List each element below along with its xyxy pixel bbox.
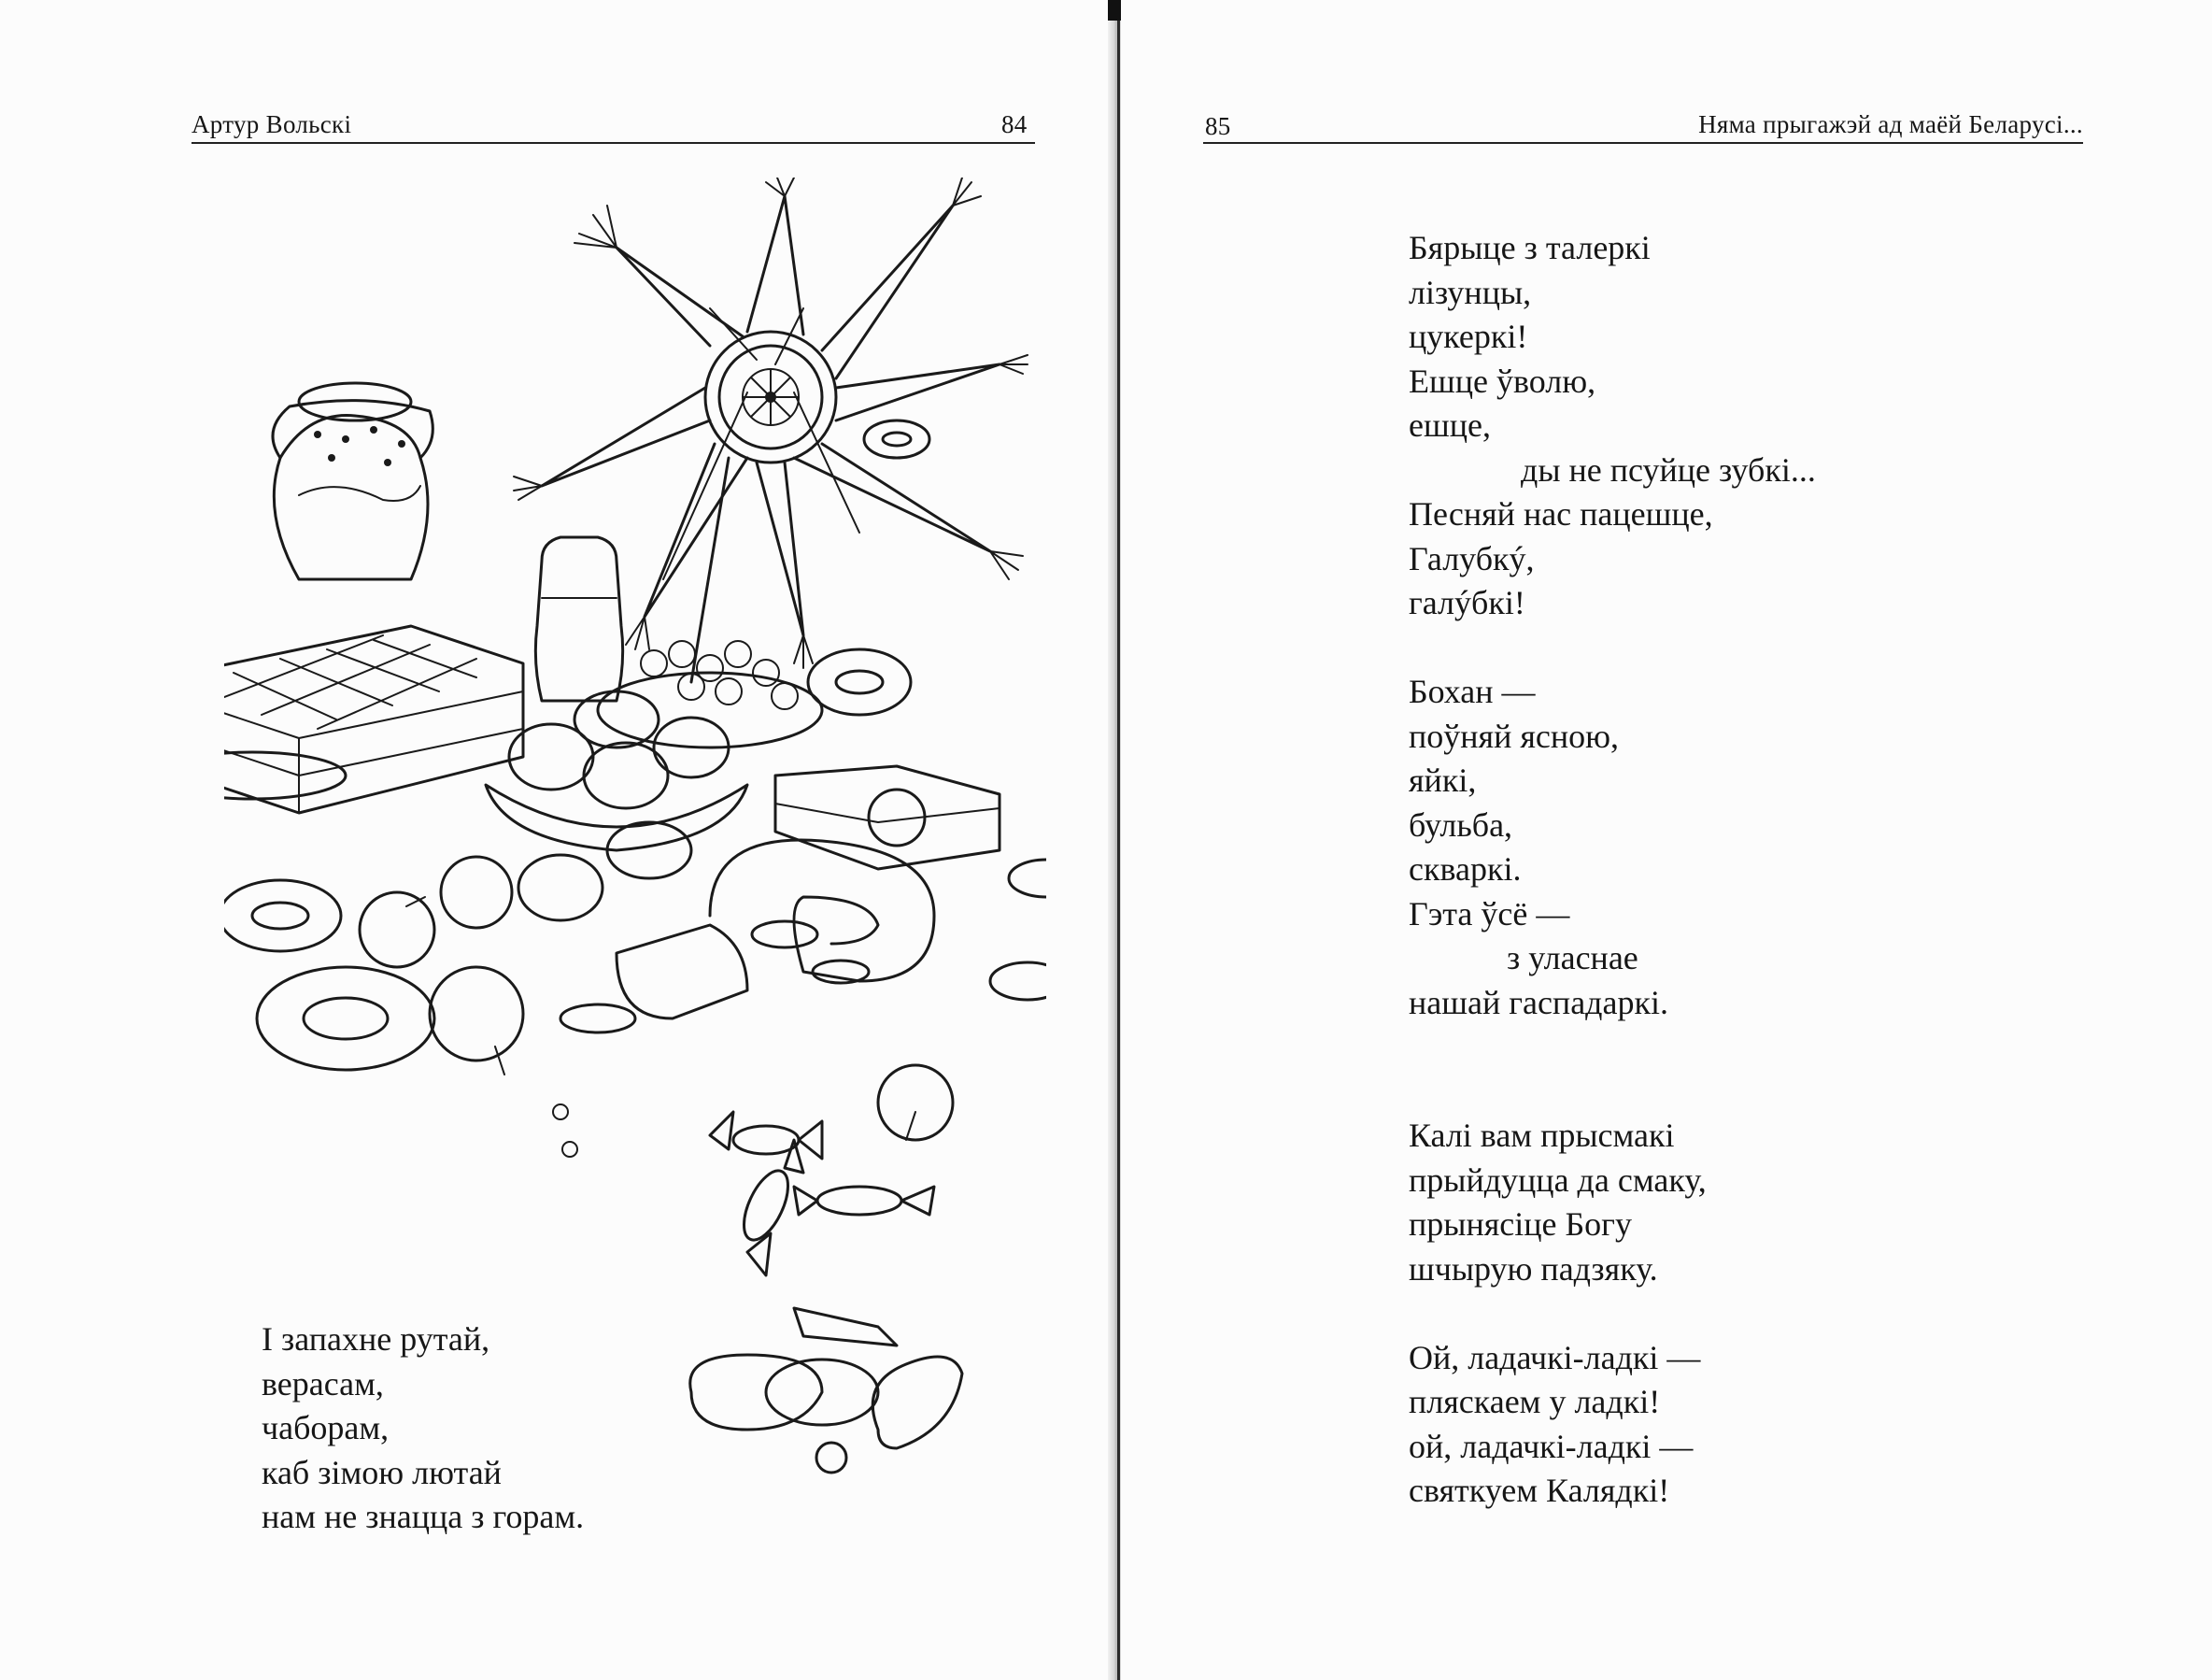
poem-line: каб зімою лютай [262, 1453, 502, 1491]
poem-line: нам не знацца з горам. [262, 1498, 585, 1535]
bun-icon [553, 1104, 962, 1473]
stanza-break [1409, 1291, 1816, 1336]
milk-bottle-icon [535, 537, 622, 701]
header-rule-left [191, 142, 1035, 144]
candy-icon [710, 1112, 934, 1345]
poem-line: бульба, [1409, 805, 1513, 844]
feast-illustration [224, 178, 1046, 1504]
poem-line: прынясіце Богу [1409, 1205, 1632, 1243]
bagel-icon [224, 420, 929, 1070]
poem-line: ешце, [1409, 406, 1491, 444]
poem-line: Ой, ладачкі-ладкі — [1409, 1338, 1701, 1376]
running-head-author: Артур Вольскі [191, 110, 352, 138]
poem-line: ды не псуйце зубкі... [1521, 450, 1816, 489]
jar-icon [273, 383, 432, 579]
poem-right [1409, 226, 1816, 1514]
poem-line: чаборам, [262, 1409, 390, 1446]
poem-line: яйкі, [1409, 762, 1477, 799]
poem-line: з уласнае [1507, 939, 1638, 976]
stanza-break [1409, 626, 1816, 671]
poem-line: прыйдуцца да смаку, [1409, 1160, 1707, 1199]
poem-left [262, 1317, 584, 1540]
poem-line: Песняй нас пацешце, [1409, 495, 1713, 533]
header-rule-right [1203, 142, 2083, 144]
poem-line: пляскаем у ладкі! [1409, 1383, 1661, 1420]
poem-line: святкуем Калядкі! [1409, 1472, 1670, 1509]
right-page [1121, 0, 2212, 1680]
poem-line: поўняй ясною, [1409, 717, 1620, 755]
poem-line: лізунцы, [1409, 273, 1532, 311]
sausage-icon [560, 840, 1046, 1032]
poem-line: ой, ладачкі-ладкі — [1409, 1427, 1694, 1465]
poem-line: нашай гаспадаркі. [1409, 983, 1668, 1021]
poem-line: Бярыце з талеркі [1409, 229, 1651, 266]
poem-line: шчырую падзяку. [1409, 1249, 1658, 1288]
poem-line: Галубкý, [1409, 539, 1535, 577]
gutter-fold-line [1117, 0, 1120, 1680]
poem-line: Ешце ўволю, [1409, 362, 1596, 400]
potato-bowl-icon [486, 691, 747, 850]
page-number-left: 84 [1001, 110, 1028, 138]
cake-icon [224, 626, 523, 813]
poem-line: скваркі. [1409, 850, 1522, 888]
poem-line: Калі вам прысмакі [1409, 1117, 1675, 1154]
poem-line: Гэта ўсё — [1409, 894, 1570, 933]
running-head-title: Няма прыгажэй ад маёй Беларусі... [1698, 110, 2083, 138]
poem-line: галýбкі! [1409, 584, 1525, 621]
poem-line: Бохан — [1409, 673, 1536, 710]
page-number-right: 85 [1205, 112, 1231, 140]
caroling-star-icon [514, 178, 1028, 682]
poem-line: І запахне рутай, [262, 1320, 490, 1358]
stanza-break [1409, 1025, 1816, 1114]
poem-line: цукеркі! [1409, 318, 1528, 355]
poem-line: верасам, [262, 1364, 384, 1402]
